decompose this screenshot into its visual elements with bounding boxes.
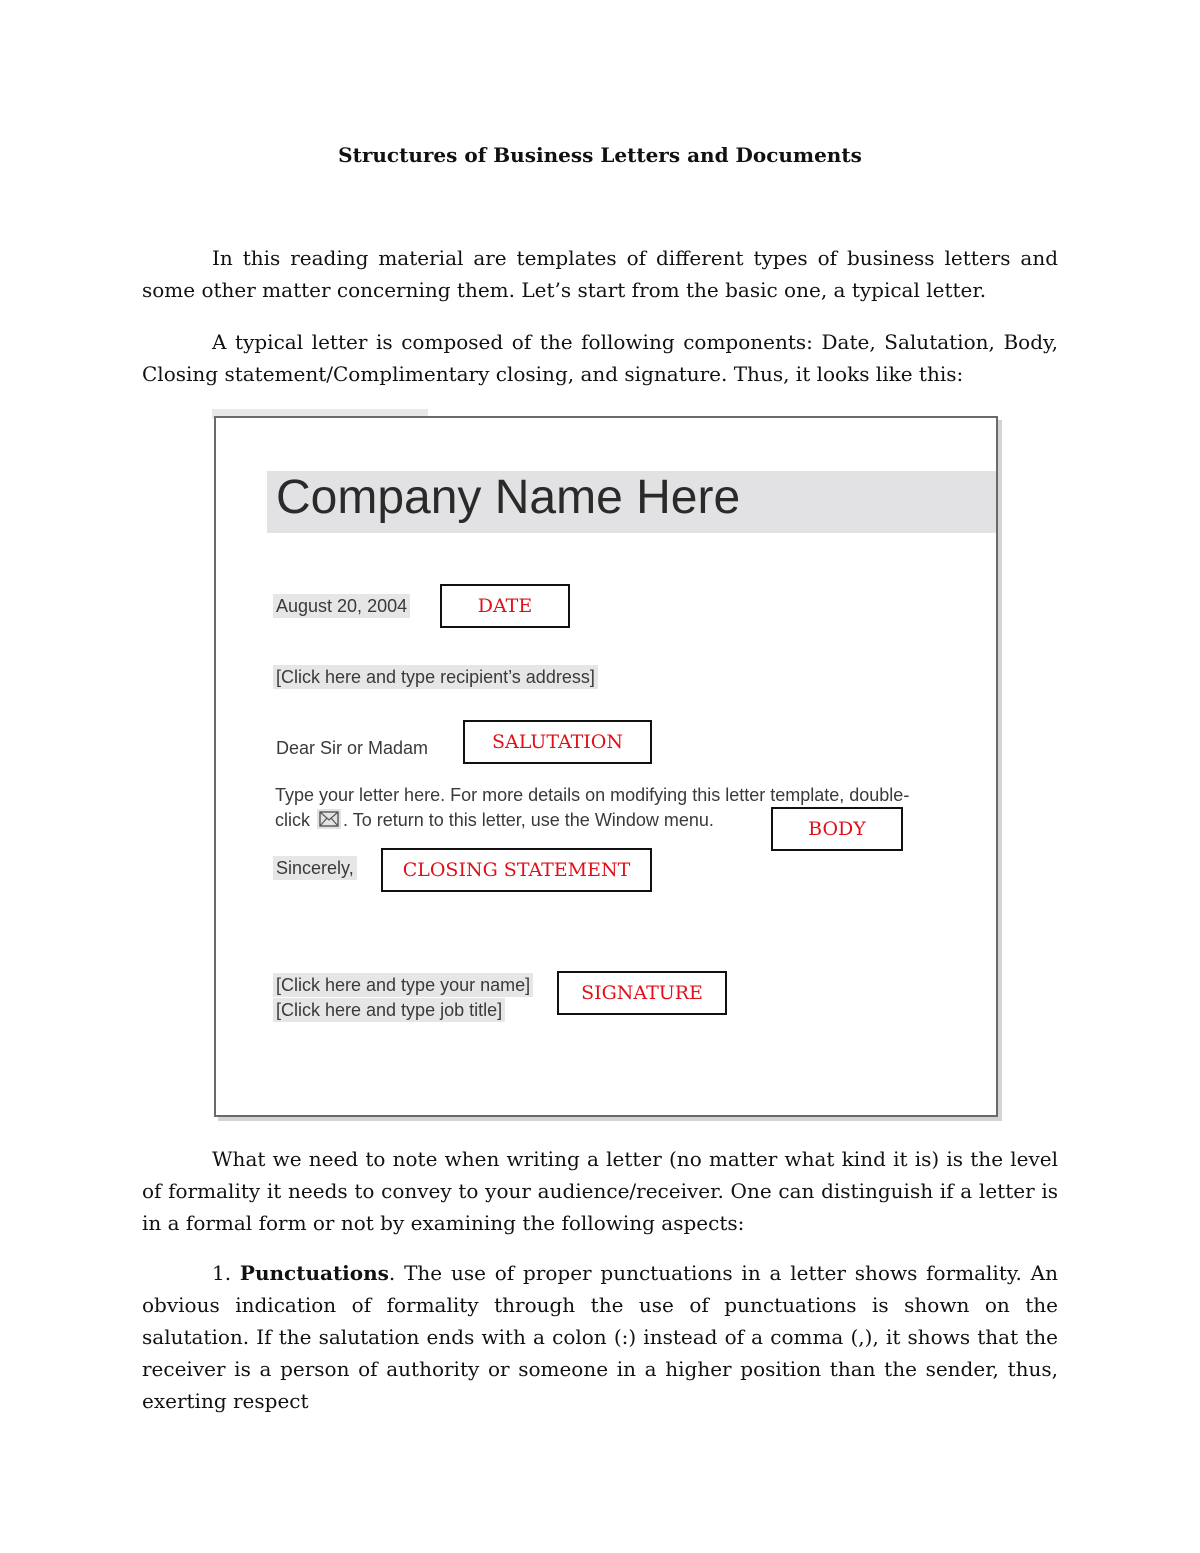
- closing-statement-label: CLOSING STATEMENT: [381, 848, 652, 892]
- punctuations-text: . The use of proper punctuations in a letter shows formality. An obvious indication of formality through the use of punctuations is shown on the salutation. If the salutation ends with a colon (:) instead of a comma (,), it shows that the receiver is a person of authority or someone in a higher position than the sender, thus, exerting respect: [142, 1261, 1058, 1413]
- intro-text: In this reading material are templates of different types of business letters and some other matter concerning them. Let’s start from the basic one, a typical letter.: [142, 246, 1058, 302]
- punctuations-heading: Punctuations: [239, 1261, 389, 1285]
- salutation-label: SALUTATION: [463, 720, 652, 764]
- body-line-2: . To return to this letter, use the Window menu.: [343, 810, 714, 830]
- formality-paragraph: [142, 1143, 1058, 1239]
- job-title-field: [Click here and type job title]: [273, 998, 505, 1022]
- letter-template-figure: [214, 416, 998, 1117]
- components-text: A typical letter is composed of the following components: Date, Salutation, Body, Closing statement/Complimentary closing, and signature. Thus, it looks like this:: [142, 330, 1058, 386]
- body-line-1: Type your letter here. For more details on modifying this letter template, double-: [275, 785, 910, 805]
- envelope-icon: [317, 809, 341, 829]
- formality-text: What we need to note when writing a letter (no matter what kind it is) is the level of formality it needs to convey to your audience/receiver. One can distinguish if a letter is in a formal form or not by examining the following aspects:: [142, 1147, 1058, 1235]
- punctuations-paragraph: [142, 1257, 1058, 1417]
- body-label: BODY: [771, 807, 903, 851]
- salutation-field: Dear Sir or Madam: [276, 738, 429, 758]
- list-number: 1.: [212, 1261, 232, 1285]
- signature-label: SIGNATURE: [557, 971, 727, 1015]
- date-field: August 20, 2004: [273, 594, 410, 618]
- recipient-address-field: [Click here and type recipient’s address]: [273, 665, 598, 689]
- document-title: Structures of Business Letters and Documents: [338, 143, 862, 167]
- date-label: DATE: [440, 584, 570, 628]
- body-click-word: click: [275, 810, 310, 830]
- components-paragraph: [142, 326, 1058, 390]
- closing-field: Sincerely,: [273, 856, 357, 880]
- company-name: Company Name Here: [276, 471, 741, 524]
- intro-paragraph: [142, 242, 1058, 306]
- name-field: [Click here and type your name]: [273, 973, 533, 997]
